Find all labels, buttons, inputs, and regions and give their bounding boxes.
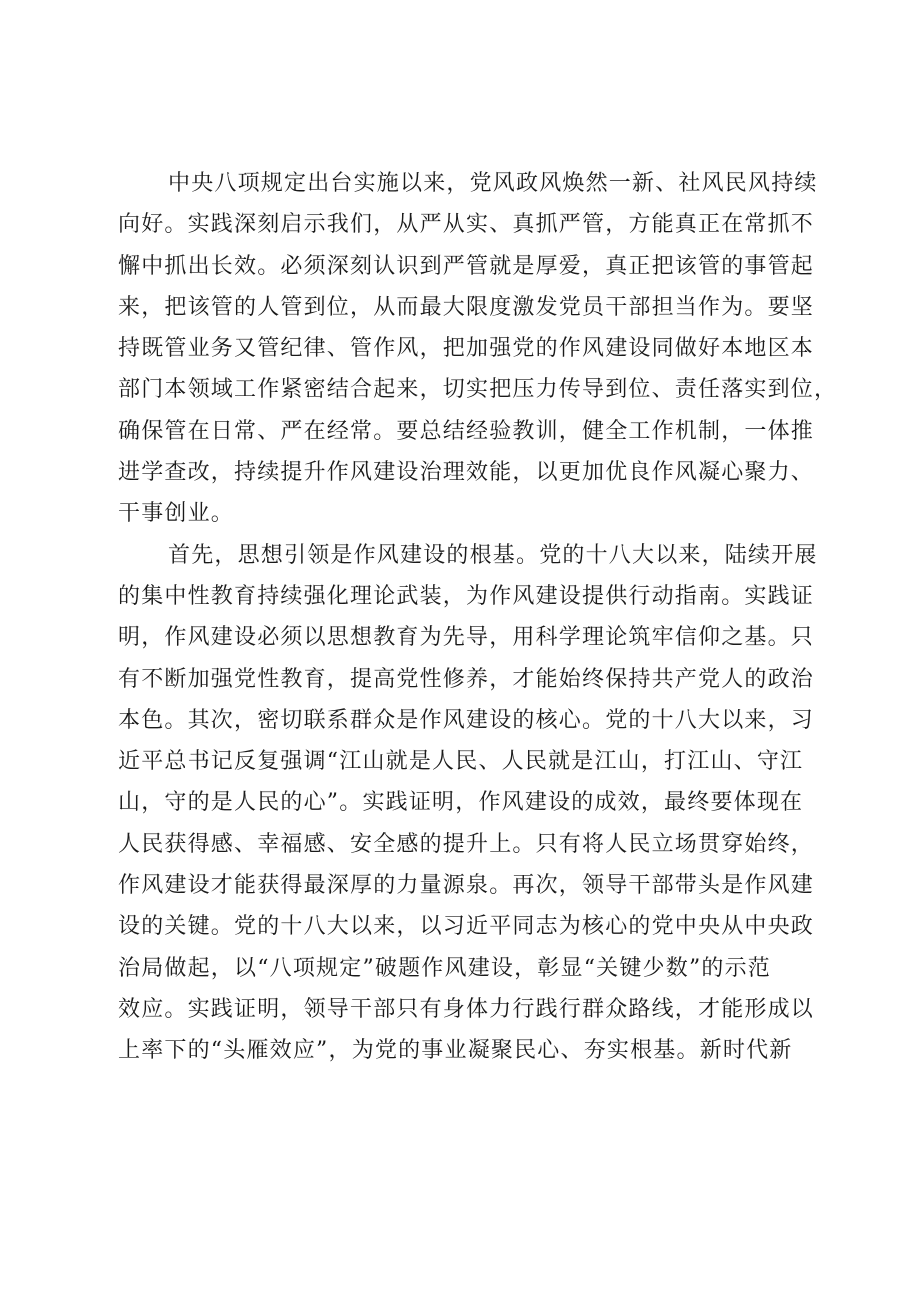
text-line: 设的关键。党的十八大以来，以习近平同志为核心的党中央从中央政 [118,914,815,940]
text-line: 上率下的“头雁效应”，为党的事业凝聚民心、夯实根基。新时代新 [118,1038,793,1064]
text-line: 本色。其次，密切联系群众是作风建设的核心。党的十八大以来，习 [118,707,815,733]
text-line: 山，守的是人民的心”。实践证明，作风建设的成效，最终要体现在 [118,790,804,816]
text-line: 治局做起，以“八项规定”破题作风建设，彰显“关键少数”的示范 [118,955,771,981]
text-line: 干事创业。 [118,501,235,527]
text-line: 人民获得感、幸福感、安全感的提升上。只有将人民立场贯穿始终， [118,831,815,857]
text-line: 确保管在日常、严在经常。要总结经验教训，健全工作机制，一体推 [118,418,815,444]
text-line: 来，把该管的人管到位，从而最大限度激发党员干部担当作为。要坚 [118,294,815,320]
text-line: 作风建设才能获得最深厚的力量源泉。再次，领导干部带头是作风建 [118,873,815,899]
text-line: 中央八项规定出台实施以来，党风政风焕然一新、社风民风持续 [168,171,818,196]
paragraph-1 [118,163,838,535]
text-line: 部门本领域工作紧密结合起来，切实把压力传导到位、责任落实到位， [118,377,838,403]
text-line: 向好。实践深刻启示我们，从严从实、真抓严管，方能真正在常抓不 [118,212,815,238]
text-line: 效应。实践证明，领导干部只有身体力行践行群众路线，才能形成以 [118,996,815,1022]
text-line: 明，作风建设必须以思想教育为先导，用科学理论筑牢信仰之基。只 [118,625,815,651]
text-line: 持既管业务又管纪律、管作风，把加强党的作风建设同做好本地区本 [118,336,815,362]
text-line: 首先，思想引领是作风建设的根基。党的十八大以来，陆续开展 [168,542,818,568]
text-line: 进学查改，持续提升作风建设治理效能，以更加优良作风凝心聚力、 [118,460,815,486]
text-line: 的集中性教育持续强化理论武装，为作风建设提供行动指南。实践证 [118,583,815,609]
text-line: 懈中抓出长效。必须深刻认识到严管就是厚爱，真正把该管的事管起 [118,253,815,279]
text-line: 有不断加强党性教育，提高党性修养，才能始终保持共产党人的政治 [118,666,815,692]
paragraph-2 [118,535,818,1072]
document-body [118,163,838,1072]
text-line: 近平总书记反复强调“江山就是人民、人民就是江山，打江山、守江 [118,749,804,775]
